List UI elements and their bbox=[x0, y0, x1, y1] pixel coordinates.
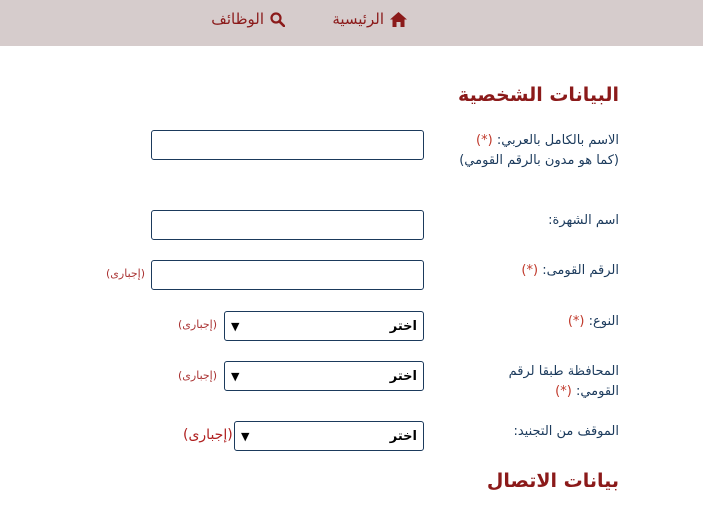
home-icon bbox=[390, 12, 407, 27]
governorate-required-mark: (*) bbox=[555, 384, 572, 399]
search-icon bbox=[270, 12, 285, 27]
contact-data-heading: بيانات الاتصال bbox=[486, 470, 619, 492]
national-id-label-block bbox=[459, 261, 619, 281]
nav-jobs-link[interactable] bbox=[211, 10, 285, 28]
governorate-select-value: اختر bbox=[389, 368, 417, 384]
national-id-required-mark: (*) bbox=[521, 263, 539, 278]
fullname-label-block bbox=[459, 131, 619, 171]
nickname-label-block bbox=[459, 211, 619, 231]
nickname-label: اسم الشهرة: bbox=[548, 213, 619, 228]
chevron-down-icon: ▼ bbox=[241, 429, 250, 443]
military-mandatory-note: (إجبارى) bbox=[183, 427, 233, 443]
gender-label-block bbox=[459, 312, 619, 332]
gender-required-mark: (*) bbox=[567, 314, 585, 329]
top-nav-bar bbox=[0, 0, 703, 46]
military-select[interactable] bbox=[234, 421, 424, 451]
gender-select-value: اختر bbox=[389, 318, 417, 334]
governorate-label: المحافظة طبقا لرقم القومي: bbox=[508, 364, 619, 399]
chevron-down-icon: ▼ bbox=[231, 369, 240, 383]
nav-jobs-label: الوظائف bbox=[211, 10, 264, 28]
nav-home-label: الرئيسية bbox=[332, 10, 384, 28]
fullname-note: (كما هو مدون بالرقم القومي) bbox=[459, 153, 619, 168]
national-id-input[interactable] bbox=[151, 260, 424, 290]
nickname-input[interactable] bbox=[151, 210, 424, 240]
national-id-mandatory-note: (إجبارى) bbox=[106, 267, 146, 280]
governorate-label-block bbox=[479, 362, 619, 402]
governorate-select[interactable] bbox=[224, 361, 424, 391]
fullname-label: الاسم بالكامل بالعربي: bbox=[496, 133, 619, 148]
governorate-mandatory-note: (إجبارى) bbox=[178, 369, 218, 382]
fullname-input[interactable] bbox=[151, 130, 424, 160]
fullname-required-mark: (*) bbox=[476, 133, 493, 148]
national-id-label: الرقم القومى: bbox=[542, 263, 619, 278]
military-select-value: اختر bbox=[389, 428, 417, 444]
gender-label: النوع: bbox=[588, 314, 619, 329]
nav-home-link[interactable] bbox=[332, 10, 407, 28]
gender-select[interactable] bbox=[224, 311, 424, 341]
military-label: الموقف من التجنيد: bbox=[513, 424, 619, 439]
personal-data-heading: البيانات الشخصية bbox=[458, 84, 619, 106]
gender-mandatory-note: (إجبارى) bbox=[178, 318, 218, 331]
military-label-block bbox=[459, 422, 619, 442]
chevron-down-icon: ▼ bbox=[231, 319, 240, 333]
